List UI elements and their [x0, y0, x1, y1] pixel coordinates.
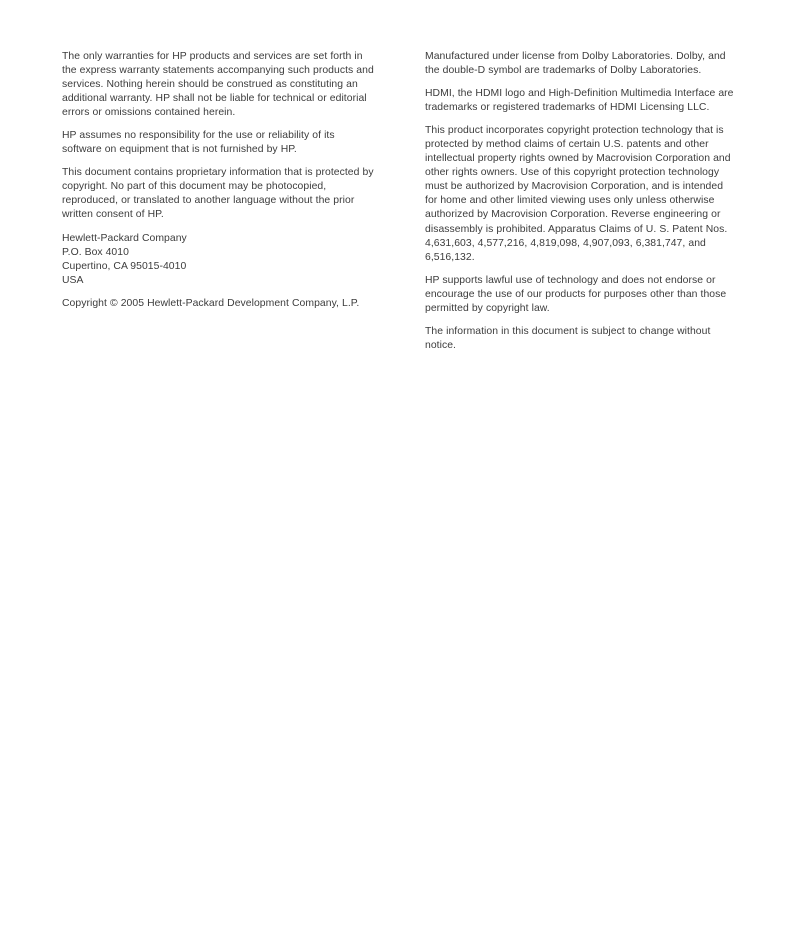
address-po-box: P.O. Box 4010	[62, 246, 129, 258]
lawful-use-paragraph: HP supports lawful use of technology and does not endorse or encourage the use of our products for purposes other than those permitted by copyright law.	[425, 274, 727, 314]
hdmi-trademark-paragraph: HDMI, the HDMI logo and High-Definition Multimedia Interface are trademarks or registered trademarks of HDMI Licensing LLC.	[425, 88, 734, 114]
warranty-paragraph: The only warranties for HP products and services are set forth in the express warranty statements accompanying such products and services. Nothing herein should be construed as constituting an additional warranty. HP shall not be liable for technical or editorial errors or omissions contained herein.	[62, 51, 374, 119]
subject-to-change-paragraph: The information in this document is subject to change without notice.	[425, 325, 711, 351]
address-city-state-zip: Cupertino, CA 95015-4010	[62, 260, 187, 272]
dolby-license-paragraph: Manufactured under license from Dolby Laboratories. Dolby, and the double-D symbol are trademarks of Dolby Laboratories.	[425, 51, 726, 77]
address-company: Hewlett-Packard Company	[62, 232, 187, 244]
right-column	[425, 50, 738, 353]
left-column	[62, 50, 374, 353]
copyright-notice: Copyright © 2005 Hewlett-Packard Development Company, L.P.	[62, 297, 360, 309]
address-country: USA	[62, 274, 84, 286]
proprietary-information-paragraph: This document contains proprietary information that is protected by copyright. No part of this document may be photocopied, reproduced, or translated to another language without the prior written consent of HP.	[62, 167, 374, 221]
macrovision-copyright-protection-paragraph: This product incorporates copyright protection technology that is protected by method claims of certain U.S. patents and other intellectual property rights owned by Macrovision Corporation and other rights owners. Use of this copyright protection technology must be authorized by Macrovision Corporation, and is intended for home and other limited viewing uses only unless otherwise authorized by Macrovision Corporation. Reverse engineering or disassembly is prohibited. Apparatus Claims of U. S. Patent Nos. 4,631,603, 4,577,216, 4,819,098, 4,907,093, 6,381,747, and 6,516,132.	[425, 125, 731, 263]
two-column-text-body	[62, 50, 738, 353]
hp-address-block	[62, 232, 374, 288]
software-responsibility-paragraph: HP assumes no responsibility for the use or reliability of its software on equipment that is not furnished by HP.	[62, 130, 335, 156]
